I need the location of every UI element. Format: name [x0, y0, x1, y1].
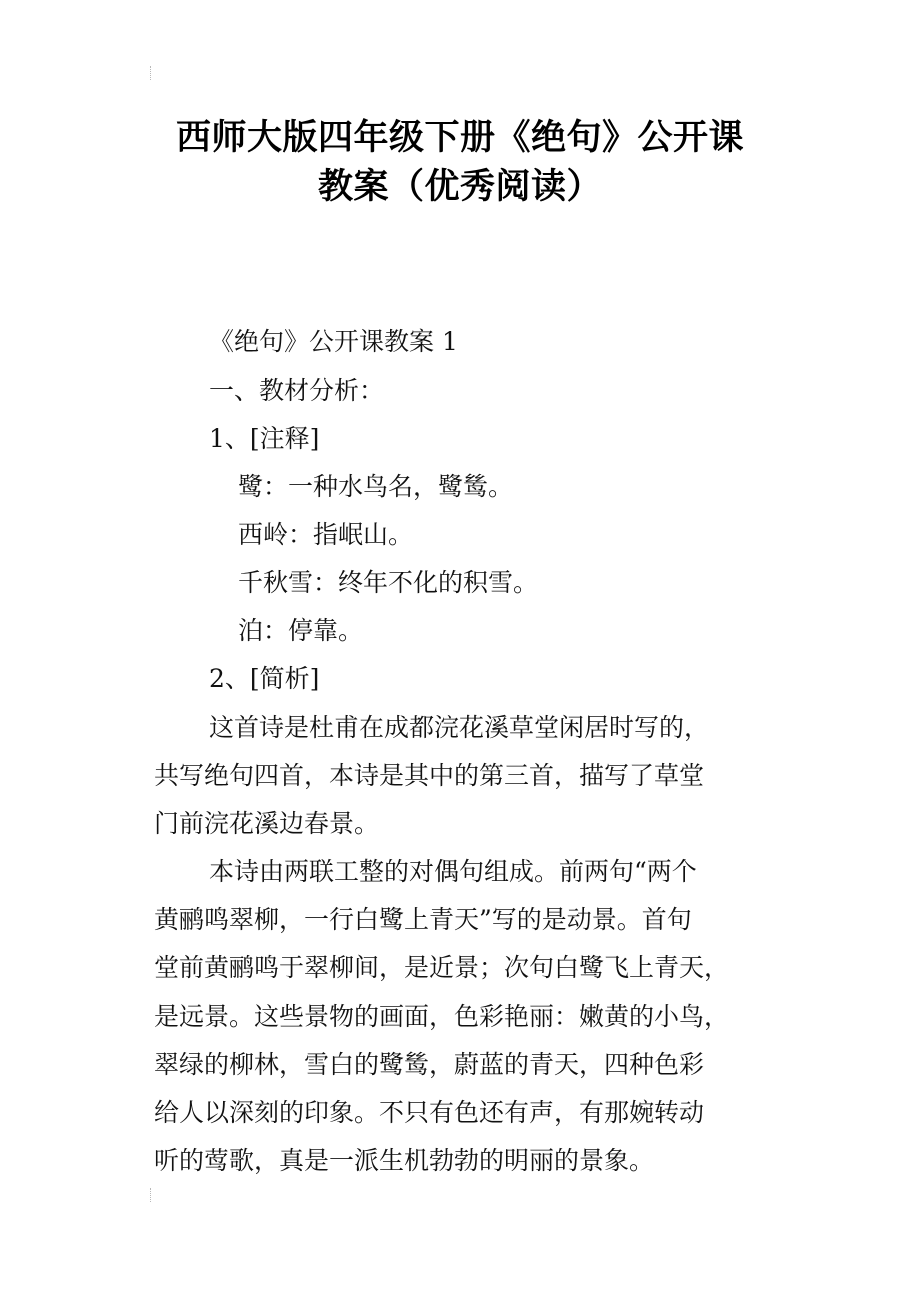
part-one-heading: 一、教材分析：	[209, 376, 385, 405]
document-title-line-2: 教案（优秀阅读）	[317, 167, 602, 207]
crop-mark-bottom	[150, 1188, 159, 1202]
paragraph-line: 门前浣花溪边春景。	[154, 809, 380, 838]
annotation-heading: 1、[注释]	[209, 424, 320, 453]
analysis-heading: 2、[简析]	[209, 664, 320, 693]
annotation-item: 西岭：指岷山。	[238, 520, 414, 549]
document-title-line-1: 西师大版四年级下册《绝句》公开课	[175, 118, 744, 158]
section-heading: 《绝句》公开课教案 1	[209, 327, 458, 356]
paragraph-line: 是远景。这些景物的画面，色彩艳丽：嫩黄的小鸟，	[154, 1002, 730, 1031]
annotation-item: 泊：停靠。	[238, 616, 364, 645]
annotation-item: 鹭：一种水鸟名，鹭鸶。	[238, 472, 514, 501]
paragraph-line: 黄鹂鸣翠柳，一行白鹭上青天”写的是动景。首句	[154, 905, 692, 934]
paragraph-line: 听的莺歌，真是一派生机勃勃的明丽的景象。	[154, 1146, 655, 1175]
paragraph-line: 堂前黄鹂鸣于翠柳间，是近景；次句白鹭飞上青天，	[154, 953, 730, 982]
annotation-item: 千秋雪：终年不化的积雪。	[238, 568, 539, 597]
paragraph-line: 共写绝句四首，本诗是其中的第三首，描写了草堂	[154, 761, 705, 790]
paragraph-line: 翠绿的柳林，雪白的鹭鸶，蔚蓝的青天，四种色彩	[154, 1050, 705, 1079]
paragraph-line: 本诗由两联工整的对偶句组成。前两句“两个	[209, 857, 697, 886]
paragraph-line: 给人以深刻的印象。不只有色还有声，有那婉转动	[154, 1098, 705, 1127]
crop-mark-top	[150, 66, 159, 80]
paragraph-line: 这首诗是杜甫在成都浣花溪草堂闲居时写的，	[209, 713, 710, 742]
